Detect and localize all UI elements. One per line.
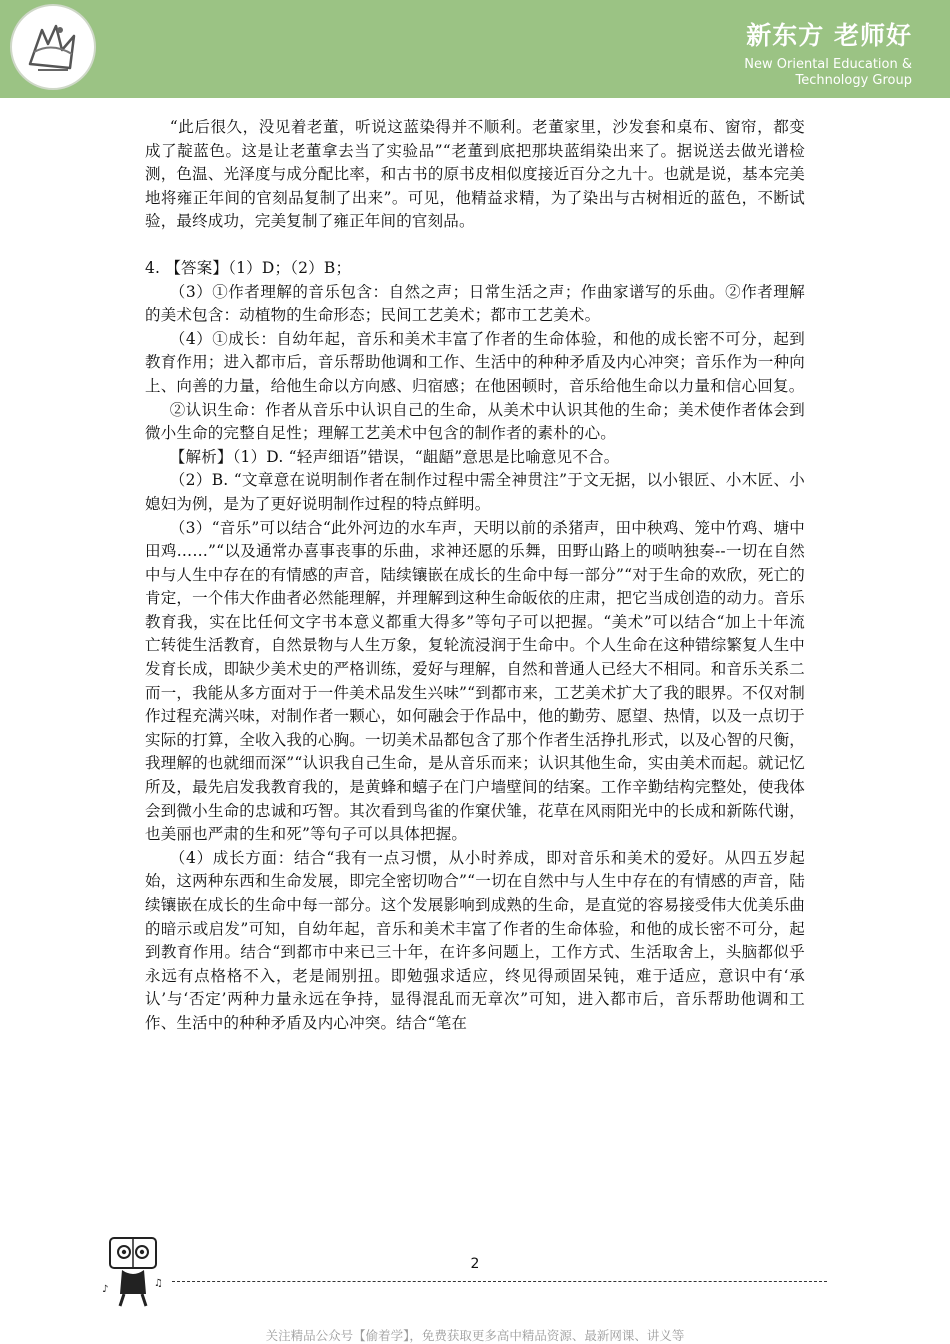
answer-part-4-growth: （4）①成长：自幼年起，音乐和美术丰富了作者的生命体验，和他的成长密不可分，起到教育作用；进入都市后，音乐帮助他调和工作、生活中的种种矛盾及内心冲突；音乐作为一种向上、向善的力量，给他生命以方向感、归宿感；在他困顿时，音乐给他生命以力量和信心回复。 [145,329,805,395]
svg-text:♪: ♪ [102,1284,109,1295]
page-number: 2 [470,1256,480,1272]
answer-heading: 4. 【答案】（1）D；（2）B； [145,258,352,277]
page-header [0,0,950,98]
analysis-3: （3）“音乐”可以结合“此外河边的水车声，天明以前的杀猪声，田中秧鸡、笼中竹鸡、塘中田鸡……”“以及通常办喜事丧事的乐曲，求神还愿的乐舞，田野山路上的唢呐独奏--一切在自然中与人生中存在的有情感的声音，陆续镶嵌在成长的生命中每一部分”“对于生命的欢欣，死亡的肯定，一个伟大作曲者必然能理解，并理解到这种生命皈依的庄肃，把它当成创造的动力。音乐教育我，实在比任何文字书本意义都重大得多”等句子可以把握。“美术”可以结合“加上十年流亡转徙生活教育，自然景物与人生万象，复轮流浸润于生命中。个人生命在这种错综繁复人生中发育长成，即缺少美术史的严格训练，爱好与理解，自然和普通人已经大不相同。和音乐关系二而一，我能从多方面对于一件美术品发生兴味”“到都市来，工艺美术扩大了我的眼界。不仅对制作过程充满兴味，对制作者一颗心，如何融会于作品中，他的勤劳、愿望、热情，以及一点切于实际的打算，全收入我的心胸。一切美术品都包含了那个作者生活挣扎形式，以及心智的尺衡，我理解的也就细而深”“认识我自己生命，是从音乐而来；认识其他生命，实由美术而起。就记忆所及，最先启发我教育我的，是黄蜂和蟢子在门户墙壁间的结案。工作辛勤结构完整处，使我体会到微小生命的忠诚和巧智。其次看到鸟雀的作窠伏雏，花草在风雨阳光中的长成和新陈代谢，也美丽也严肃的生和死”等句子可以具体把握。 [145,518,805,844]
document-body [145,116,805,1036]
reading-mascot-icon [100,1232,166,1312]
svg-text:♫: ♫ [154,1278,163,1289]
analysis-2: （2）B. “文章意在说明制作者在制作过程中需全神贯注”于文无据，以小银匠、小木匠、小媳妇为例，是为了更好说明制作过程的特点鲜明。 [145,471,805,513]
answer-part-3: （3）①作者理解的音乐包含：自然之声；日常生活之声；作曲家谱写的乐曲。②作者理解的美术包含：动植物的生命形态；民间工艺美术；都市工艺美术。 [145,282,805,325]
brand-block [744,16,912,89]
analysis-4: （4）成长方面：结合“我有一点习惯，从小时养成，即对音乐和美术的爱好。从四五岁起始，这两种东西和生命发展，即完全密切吻合”“一切在自然中与人生中存在的有情感的声音，陆续镶嵌在成长的生命中每一部分。这个发展影响到成熟的生命，是直觉的容易接受伟大优美乐曲的暗示或启发”可知，自幼年起，音乐和美术丰富了作者的生命体验，和他的成长密不可分，起到教育作用。结合“到都市中来已三十年，在许多问题上，工作方式、生活取舍上，头脑都似乎永远有点格格不入，老是闹别扭。即勉强求适应，终见得顽固呆钝，难于适应，意识中有‘承认’与‘否定’两种力量永远在争持，显得混乱而无章次”可知，进入都市后，音乐帮助他调和工作、生活中的种种矛盾及内心冲突。结合“笔在 [145,848,805,1032]
analysis-1: 【解析】（1）D. “轻声细语”错误，“龃龉”意思是比喻意见不合。 [169,447,620,466]
brand-english-line2: Technology Group [795,73,912,88]
school-logo [10,4,96,90]
paragraph-quote: “此后很久，没见着老董，听说这蓝染得并不顺利。老董家里，沙发套和桌布、窗帘，都变成了靛蓝色。这是让老董拿去当了实验品”“老董到底把那块蓝绢染出来了。据说送去做光谱检测，色温、光泽度与成分配比率，和古书的原书皮相似度接近百分之九十。也就是说，基本完美地将雍正年间的官刻品复制了出来”。可见，他精益求精，为了染出与古树相近的蓝色，不断试验，最终成功，完美复制了雍正年间的官刻品。 [145,118,805,231]
footer-divider [172,1281,827,1282]
answer-part-4-life: ②认识生命：作者从音乐中认识自己的生命，从美术中认识其他的生命；美术使作者体会到微小生命的完整自足性；理解工艺美术中包含的制作者的素朴的心。 [145,400,805,443]
brand-english-line1: New Oriental Education & [744,57,912,72]
footer-notice: 关注精品公众号【偷着学】，免费获取更多高中精品资源、最新网课、讲义等 [265,1328,685,1343]
brand-name: 新东方 老师好 [746,21,912,50]
